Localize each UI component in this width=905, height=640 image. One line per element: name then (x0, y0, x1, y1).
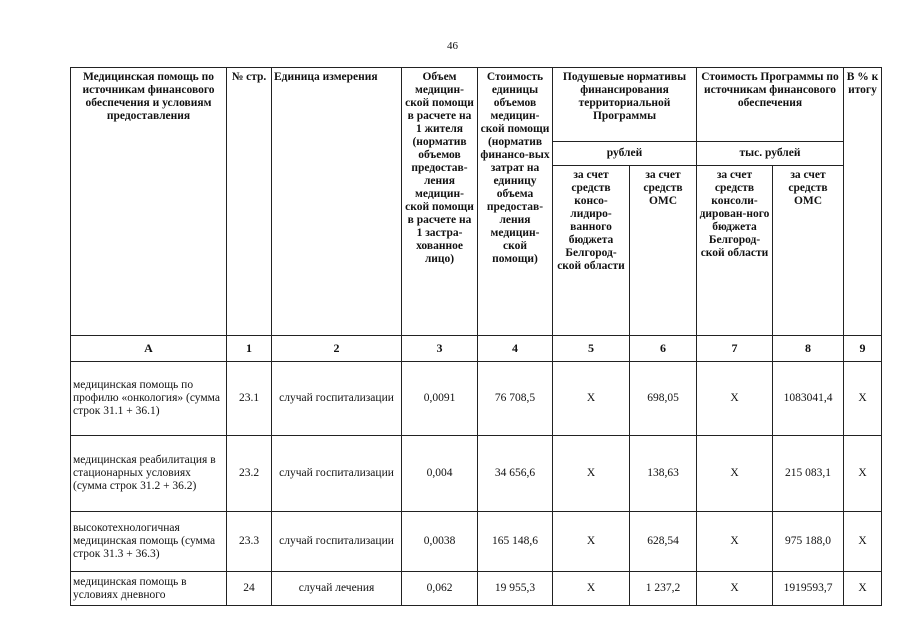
row-col-5: Х (553, 512, 630, 572)
table-row (71, 572, 882, 606)
column-number: 7 (697, 336, 773, 362)
row-unit: случай лечения (272, 572, 402, 606)
row-col-9: Х (844, 362, 882, 436)
column-number: А (71, 336, 227, 362)
header-unit-7-8: тыс. рублей (697, 142, 844, 166)
column-number: 1 (227, 336, 272, 362)
row-unit: случай госпитализации (272, 512, 402, 572)
row-name: медицинская реабилитация в стационарных условиях (сумма строк 31.2 + 36.2) (71, 436, 227, 512)
table-row (71, 362, 882, 436)
header-unit-5-6: рублей (553, 142, 697, 166)
column-number: 3 (402, 336, 478, 362)
page-number: 46 (447, 40, 458, 52)
row-name: высокотехнологичная медицинская помощь (сумма строк 31.3 + 36.3) (71, 512, 227, 572)
column-number: 8 (773, 336, 844, 362)
header-col-5: за счет средств консо-лидиро-ванного бюджета Белгород-ской области (553, 166, 630, 336)
header-col-4: Стоимость единицы объемов медицин-ской помощи (норматив финансо-вых затрат на единицу объема предостав-ления медицин-ской помощи) (478, 68, 553, 336)
row-col-8: 215 083,1 (773, 436, 844, 512)
header-group-5-6: Подушевые нормативы финансирования территориальной Программы (553, 68, 697, 142)
column-number: 9 (844, 336, 882, 362)
row-col-7: Х (697, 572, 773, 606)
row-col-5: Х (553, 436, 630, 512)
header-group-7-8: Стоимость Программы по источникам финансового обеспечения (697, 68, 844, 142)
row-col-7: Х (697, 512, 773, 572)
header-col-6: за счет средств ОМС (630, 166, 697, 336)
header-col-a: Медицинская помощь по источникам финансового обеспечения и условиям предоставления (71, 68, 227, 336)
header-col-1: № стр. (227, 68, 272, 336)
row-col-9: Х (844, 436, 882, 512)
row-col-8: 1919593,7 (773, 572, 844, 606)
column-number: 5 (553, 336, 630, 362)
table-row (71, 436, 882, 512)
header-col-8: за счет средств ОМС (773, 166, 844, 336)
row-cost: 34 656,6 (478, 436, 553, 512)
row-col-6: 138,63 (630, 436, 697, 512)
row-number: 24 (227, 572, 272, 606)
row-cost: 19 955,3 (478, 572, 553, 606)
row-col-5: Х (553, 572, 630, 606)
row-col-9: Х (844, 572, 882, 606)
table-row (71, 512, 882, 572)
row-number: 23.1 (227, 362, 272, 436)
row-cost: 76 708,5 (478, 362, 553, 436)
row-volume: 0,004 (402, 436, 478, 512)
row-col-6: 1 237,2 (630, 572, 697, 606)
row-volume: 0,0038 (402, 512, 478, 572)
row-col-9: Х (844, 512, 882, 572)
row-col-6: 628,54 (630, 512, 697, 572)
row-col-7: Х (697, 436, 773, 512)
row-unit: случай госпитализации (272, 436, 402, 512)
row-col-8: 1083041,4 (773, 362, 844, 436)
row-unit: случай госпитализации (272, 362, 402, 436)
row-volume: 0,062 (402, 572, 478, 606)
row-name: медицинская помощь в условиях дневного (71, 572, 227, 606)
row-name: медицинская помощь по профилю «онкология» (сумма строк 31.1 + 36.1) (71, 362, 227, 436)
header-col-7: за счет средств консоли-дирован-ного бюджета Белгород-ской области (697, 166, 773, 336)
row-col-8: 975 188,0 (773, 512, 844, 572)
column-number: 6 (630, 336, 697, 362)
column-number: 4 (478, 336, 553, 362)
row-cost: 165 148,6 (478, 512, 553, 572)
header-col-3: Объем медицин-ской помощи в расчете на 1 жителя (норматив объемов предостав-ления медицин-ской помощи в расчете на 1 застра-хованное лицо) (402, 68, 478, 336)
row-number: 23.2 (227, 436, 272, 512)
column-number: 2 (272, 336, 402, 362)
row-number: 23.3 (227, 512, 272, 572)
row-col-5: Х (553, 362, 630, 436)
row-col-7: Х (697, 362, 773, 436)
row-volume: 0,0091 (402, 362, 478, 436)
header-col-2: Единица измерения (272, 68, 402, 336)
header-col-9: В % к итогу (844, 68, 882, 336)
row-col-6: 698,05 (630, 362, 697, 436)
financing-table (70, 67, 882, 606)
